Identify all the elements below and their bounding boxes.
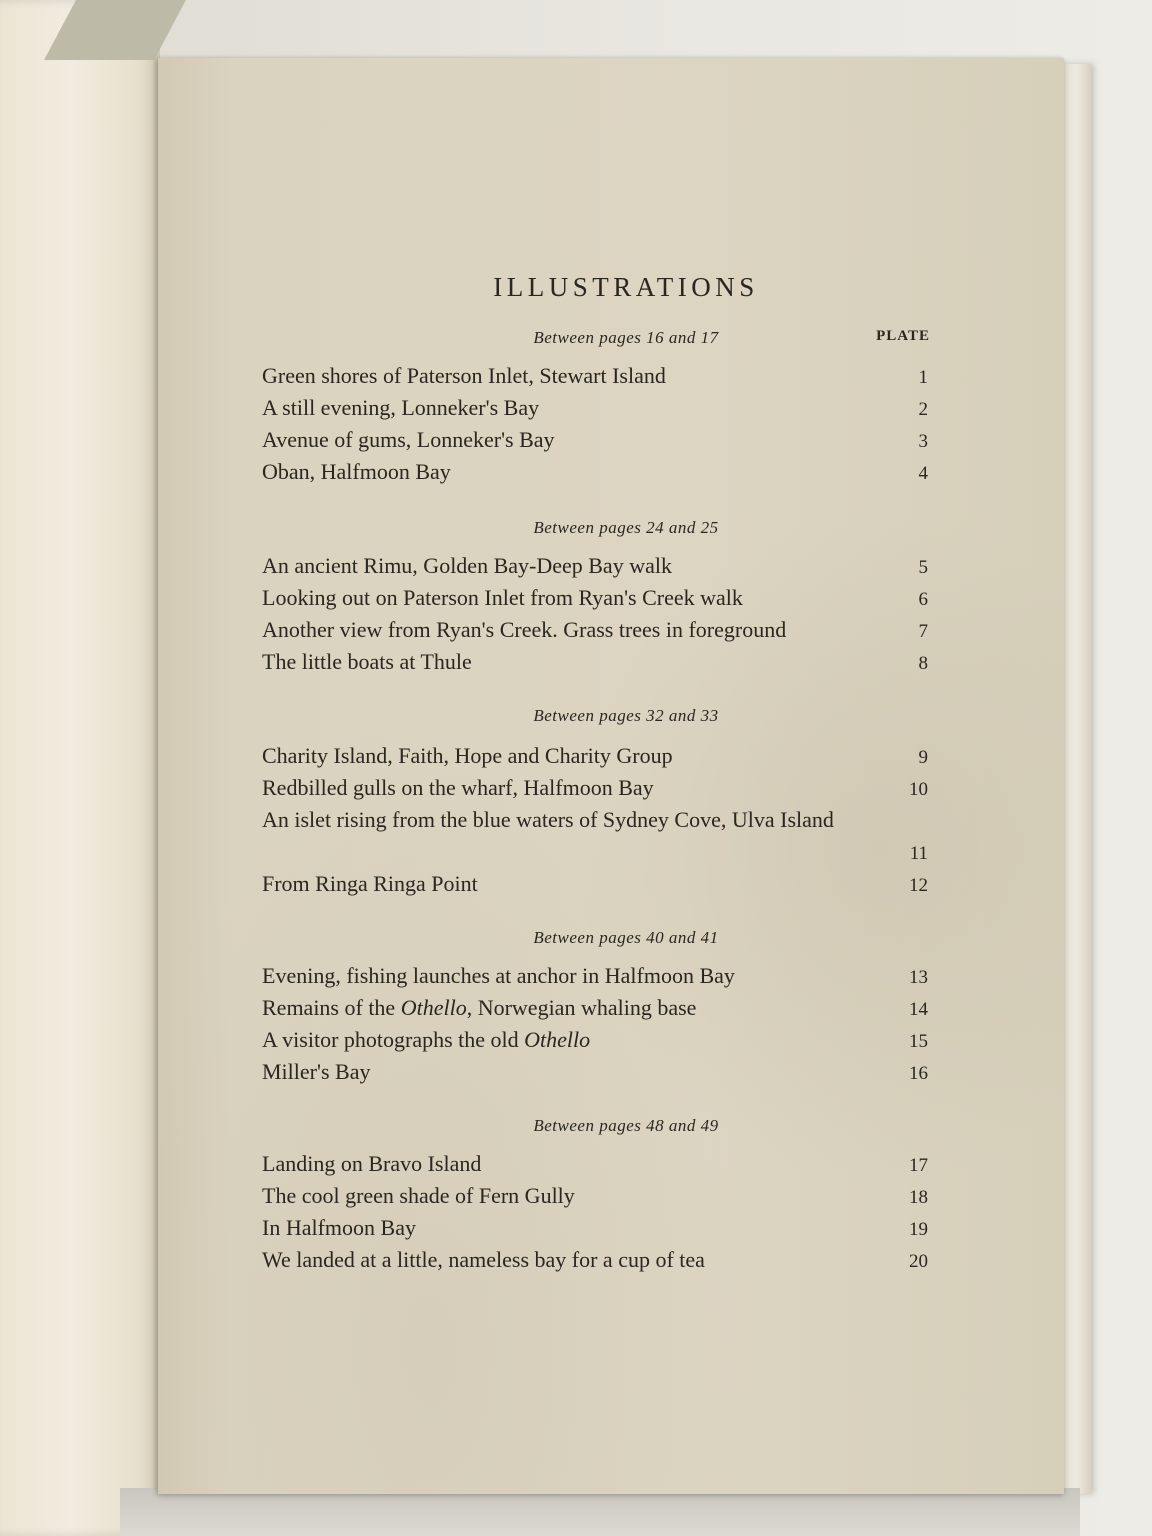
entry-caption: We landed at a little, nameless bay for a cup of tea bbox=[262, 1247, 705, 1272]
entry-caption: An ancient Rimu, Golden Bay-Deep Bay walk bbox=[262, 553, 672, 578]
section-heading: Between pages 48 and 49 bbox=[533, 1116, 719, 1135]
list-item bbox=[262, 868, 928, 900]
plate-number: 4 bbox=[918, 463, 928, 484]
plate-number: 1 bbox=[918, 367, 928, 388]
plate-number: 8 bbox=[918, 653, 928, 674]
plate-number: 17 bbox=[909, 1155, 928, 1176]
list-item bbox=[262, 804, 928, 868]
plate-number: 14 bbox=[909, 999, 928, 1020]
entry-caption: Green shores of Paterson Inlet, Stewart Island bbox=[262, 363, 666, 388]
entry-caption: Miller's Bay bbox=[262, 1059, 371, 1084]
illustrations-list bbox=[158, 58, 1064, 1494]
list-item bbox=[262, 360, 928, 392]
plate-number: 12 bbox=[909, 875, 928, 896]
list-item bbox=[262, 1212, 928, 1244]
section-heading: Between pages 32 and 33 bbox=[533, 706, 719, 725]
list-item bbox=[262, 1180, 928, 1212]
entry-caption: Oban, Halfmoon Bay bbox=[262, 459, 451, 484]
list-item bbox=[262, 456, 928, 488]
plate-number: 19 bbox=[909, 1219, 928, 1240]
entry-caption: In Halfmoon Bay bbox=[262, 1215, 416, 1240]
entry-caption: Landing on Bravo Island bbox=[262, 1151, 482, 1176]
list-item bbox=[262, 740, 928, 772]
list-item bbox=[262, 1244, 928, 1276]
section-heading: Between pages 16 and 17 bbox=[533, 328, 719, 347]
plate-number: 18 bbox=[909, 1187, 928, 1208]
list-item bbox=[262, 582, 928, 614]
entry-caption: Looking out on Paterson Inlet from Ryan's Creek walk bbox=[262, 585, 743, 610]
page-title: ILLUSTRATIONS bbox=[493, 272, 759, 302]
plate-number: 7 bbox=[918, 621, 928, 642]
plate-number: 11 bbox=[909, 843, 928, 864]
list-item bbox=[262, 392, 928, 424]
entry-caption: An islet rising from the blue waters of Sydney Cove, Ulva Island bbox=[262, 807, 834, 832]
section-heading: Between pages 24 and 25 bbox=[533, 518, 719, 537]
plate-column-label: PLATE bbox=[876, 328, 930, 344]
list-item bbox=[262, 992, 928, 1024]
plate-number: 5 bbox=[918, 557, 928, 578]
plate-number: 2 bbox=[918, 399, 928, 420]
entry-caption: Avenue of gums, Lonneker's Bay bbox=[262, 427, 555, 452]
entry-caption: From Ringa Ringa Point bbox=[262, 871, 478, 896]
entry-caption: Another view from Ryan's Creek. Grass trees in foreground bbox=[262, 617, 787, 642]
entry-caption: Evening, fishing launches at anchor in Halfmoon Bay bbox=[262, 963, 735, 988]
entry-caption: A visitor photographs the old Othello bbox=[262, 1027, 591, 1052]
list-item bbox=[262, 1056, 928, 1088]
plate-number: 16 bbox=[909, 1063, 928, 1084]
plate-number: 20 bbox=[909, 1251, 928, 1272]
list-item bbox=[262, 960, 928, 992]
plate-number: 9 bbox=[918, 747, 928, 768]
plate-number: 15 bbox=[909, 1031, 928, 1052]
list-item bbox=[262, 424, 928, 456]
list-item bbox=[262, 646, 928, 678]
entry-caption: Redbilled gulls on the wharf, Halfmoon Bay bbox=[262, 775, 654, 800]
entry-caption: Remains of the Othello, Norwegian whaling base bbox=[262, 995, 697, 1020]
list-item bbox=[262, 614, 928, 646]
table-surface bbox=[120, 1488, 1080, 1536]
list-item bbox=[262, 550, 928, 582]
list-item bbox=[262, 1024, 928, 1056]
book-page bbox=[158, 58, 1064, 1494]
plate-number: 10 bbox=[909, 779, 928, 800]
plate-number: 13 bbox=[909, 967, 928, 988]
entry-caption: A still evening, Lonneker's Bay bbox=[262, 395, 540, 420]
list-item bbox=[262, 1148, 928, 1180]
entry-caption: The little boats at Thule bbox=[262, 649, 472, 674]
plate-number: 3 bbox=[918, 431, 928, 452]
section-heading: Between pages 40 and 41 bbox=[533, 928, 719, 947]
list-item bbox=[262, 772, 928, 804]
facing-page bbox=[0, 0, 160, 1536]
entry-caption: Charity Island, Faith, Hope and Charity Group bbox=[262, 743, 673, 768]
entry-caption: The cool green shade of Fern Gully bbox=[262, 1183, 575, 1208]
plate-number: 6 bbox=[918, 589, 928, 610]
cover-edge bbox=[1060, 64, 1091, 1494]
